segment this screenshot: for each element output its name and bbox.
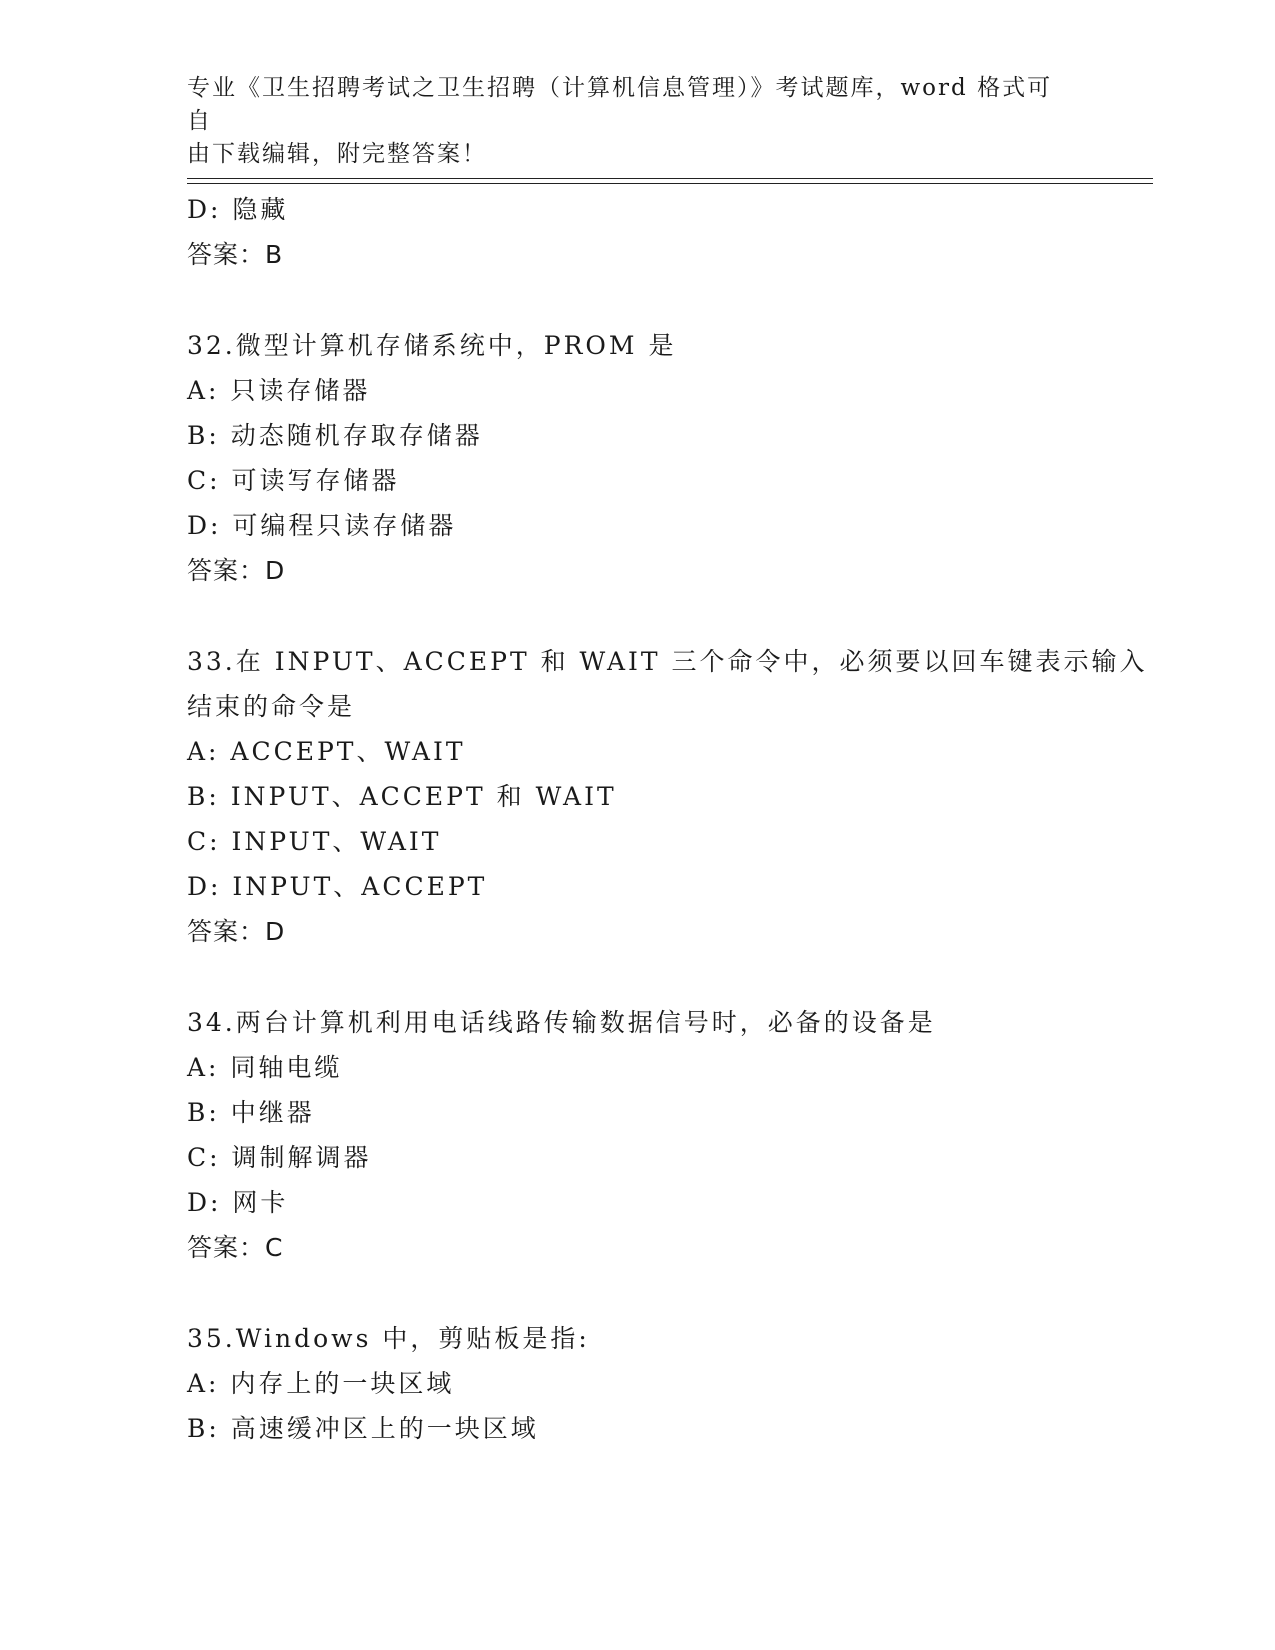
question-32-option-a: A: 只读存储器 xyxy=(187,376,371,405)
question-33-option-d: D: INPUT、ACCEPT xyxy=(187,872,488,901)
question-32-stem: 32.微型计算机存储系统中，PROM 是 xyxy=(187,331,677,360)
question-33-option-b: B: INPUT、ACCEPT 和 WAIT xyxy=(187,782,617,811)
option-d: D: 隐藏 xyxy=(187,195,289,224)
header-divider-bottom xyxy=(187,183,1153,184)
question-32-option-d: D: 可编程只读存储器 xyxy=(187,511,457,540)
question-34-option-d: D: 网卡 xyxy=(187,1188,289,1217)
answer-line: 答案：B xyxy=(187,240,284,269)
question-34-stem: 34.两台计算机利用电话线路传输数据信号时，必备的设备是 xyxy=(187,1008,936,1037)
question-33-option-c: C: INPUT、WAIT xyxy=(187,827,442,856)
question-35-option-a: A: 内存上的一块区域 xyxy=(187,1369,455,1398)
question-32-option-b: B: 动态随机存取存储器 xyxy=(187,421,483,450)
question-34-answer: 答案：C xyxy=(187,1233,284,1262)
question-33-stem-line-2: 结束的命令是 xyxy=(187,692,356,721)
question-35-option-b: B: 高速缓冲区上的一块区域 xyxy=(187,1414,539,1443)
question-34-option-a: A: 同轴电缆 xyxy=(187,1053,343,1082)
question-33-stem-line-1: 33.在 INPUT、ACCEPT 和 WAIT 三个命令中，必须要以回车键表示输入 xyxy=(187,647,1148,676)
header-line-1: 专业《卫生招聘考试之卫生招聘（计算机信息管理）》考试题库，word 格式可自 xyxy=(187,75,1053,134)
question-33-option-a: A: ACCEPT、WAIT xyxy=(187,737,466,766)
header-divider-top xyxy=(187,178,1153,179)
question-34-option-b: B: 中继器 xyxy=(187,1098,315,1127)
question-35-stem: 35.Windows 中，剪贴板是指: xyxy=(187,1324,590,1353)
header-line-2: 由下载编辑，附完整答案！ xyxy=(187,141,487,167)
header-text xyxy=(187,72,1067,171)
question-32-answer: 答案：D xyxy=(187,556,286,585)
question-34-option-c: C: 调制解调器 xyxy=(187,1143,372,1172)
question-32-option-c: C: 可读写存储器 xyxy=(187,466,400,495)
question-33-answer: 答案：D xyxy=(187,917,286,946)
